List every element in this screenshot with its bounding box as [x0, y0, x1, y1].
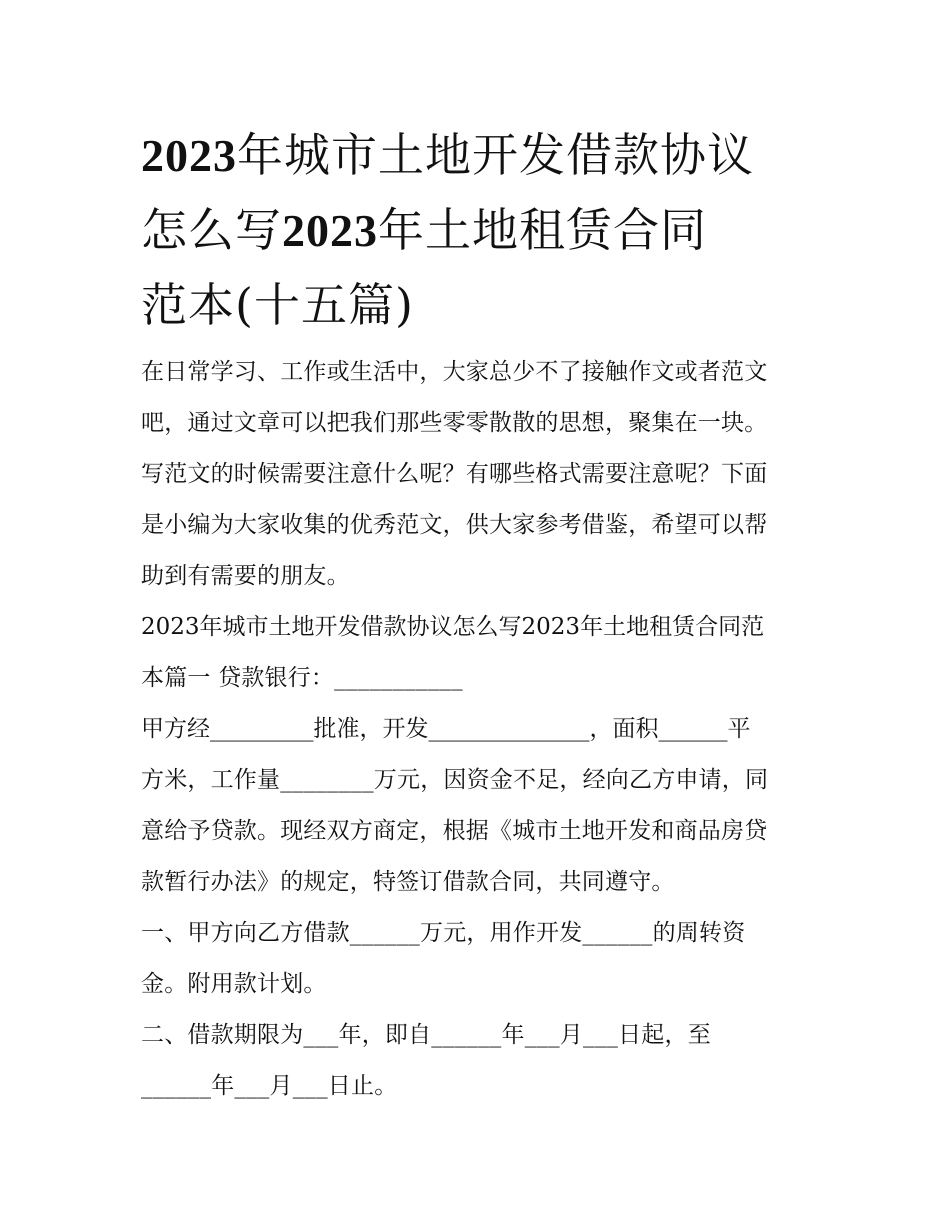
- title-year-1: 2023: [141, 130, 237, 181]
- paragraph-line: 金。附用款计划。: [141, 971, 327, 997]
- title-year-2: 2023: [282, 205, 378, 256]
- paragraph-line: 助到有需要的朋友。: [141, 563, 350, 589]
- paragraph-line: 本篇一 贷款银行：___________: [141, 665, 463, 691]
- title-text-1: 年城市土地开发借款协议: [237, 128, 754, 182]
- paragraph-line: 吧，通过文章可以把我们那些零零散散的思想，聚集在一块。: [141, 410, 768, 436]
- title-text-2a: 怎么写: [141, 203, 282, 257]
- paragraph-line: 方米，工作量________万元，因资金不足，经向乙方申请，同: [141, 767, 769, 793]
- title-text-3: 范本(十五篇): [141, 278, 414, 332]
- body-text: [141, 347, 821, 1112]
- document-page: [141, 118, 821, 1112]
- paragraph-line: 甲方经_________批准，开发______________，面积______平: [141, 716, 751, 742]
- title-line-1: [141, 118, 821, 193]
- title-line-3: [141, 268, 821, 343]
- paragraph-line: 是小编为大家收集的优秀范文，供大家参考借鉴，希望可以帮: [141, 512, 768, 538]
- paragraph-line: ______年___月___日止。: [141, 1073, 398, 1099]
- paragraph-line: 2023年城市土地开发借款协议怎么写2023年土地租赁合同范: [141, 614, 765, 640]
- paragraph-line: 在日常学习、工作或生活中，大家总少不了接触作文或者范文: [141, 359, 768, 385]
- document-title: [141, 118, 821, 343]
- title-text-2b: 年土地租赁合同: [378, 203, 707, 257]
- title-line-2: [141, 193, 821, 268]
- paragraph-line: 一、甲方向乙方借款______万元，用作开发______的周转资: [141, 920, 746, 946]
- paragraph-line: 款暂行办法》的规定，特签订借款合同，共同遵守。: [141, 869, 675, 895]
- paragraph-line: 意给予贷款。现经双方商定，根据《城市土地开发和商品房贷: [141, 818, 768, 844]
- paragraph-line: 二、借款期限为___年，即自______年___月___日起，至: [141, 1022, 711, 1048]
- paragraph-line: 写范文的时候需要注意什么呢？有哪些格式需要注意呢？下面: [141, 461, 768, 487]
